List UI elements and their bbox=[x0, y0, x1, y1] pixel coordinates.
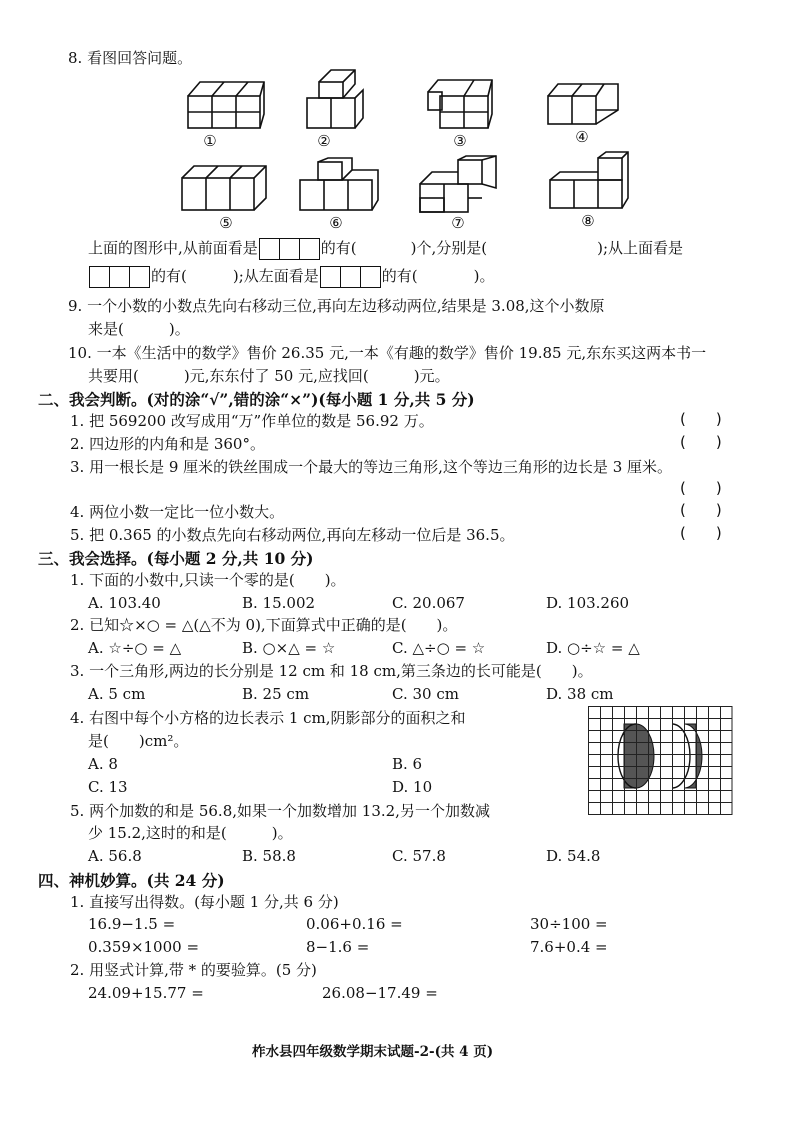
choice-q3-stem: 3. 一个三角形,两边的长分别是 12 cm 和 18 cm,第三条边的长可能是( )。 bbox=[70, 662, 593, 680]
q8-line2-b: );从左面看是 bbox=[232, 267, 319, 285]
choice-q1-stem: 1. 下面的小数中,只读一个零的是( )。 bbox=[70, 571, 346, 589]
calc-item: 30÷100 = bbox=[530, 915, 608, 933]
calc-item: 16.9−1.5 = bbox=[88, 915, 176, 933]
choice-q5-stem-1: 5. 两个加数的和是 56.8,如果一个加数增加 13.2,另一个加数减 bbox=[70, 802, 490, 820]
judge-answer-4[interactable]: ( ) bbox=[680, 501, 722, 519]
shaded-grid-figure bbox=[588, 706, 734, 824]
calc-q2-title: 2. 用竖式计算,带 * 的要验算。(5 分) bbox=[70, 961, 317, 979]
three-square-shape-icon bbox=[259, 238, 320, 260]
choice-q4-option-b[interactable]: B. 6 bbox=[392, 755, 423, 773]
choice-q4-stem-2: 是( )cm²。 bbox=[88, 732, 189, 750]
choice-q3-option-c[interactable]: C. 30 cm bbox=[392, 685, 459, 703]
figure-7-cubes bbox=[418, 154, 500, 216]
choice-q5-option-b[interactable]: B. 58.8 bbox=[242, 847, 296, 865]
choice-q3-option-d[interactable]: D. 38 cm bbox=[546, 685, 614, 703]
figure-label-7: ⑦ bbox=[451, 214, 465, 232]
page-footer: 柞水县四年级数学期末试题-2-(共 4 页) bbox=[252, 1044, 494, 1060]
judge-answer-2[interactable]: ( ) bbox=[680, 433, 722, 451]
q8-line2-a: 的有( bbox=[151, 267, 187, 285]
q8-line2-d: )。 bbox=[473, 267, 495, 285]
section-2-title: 二、我会判断。(对的涂“√”,错的涂“×”)(每小题 1 分,共 5 分) bbox=[38, 390, 475, 409]
judge-answer-1[interactable]: ( ) bbox=[680, 410, 722, 428]
figure-label-3: ③ bbox=[453, 132, 467, 150]
choice-q1-option-b[interactable]: B. 15.002 bbox=[242, 594, 316, 612]
q10-line-2: 共要用( )元,东东付了 50 元,应找回( )元。 bbox=[88, 367, 450, 385]
choice-q2-option-d[interactable]: D. ○÷☆ = △ bbox=[546, 639, 640, 657]
judge-item-1: 1. 把 569200 改写成用“万”作单位的数是 56.92 万。 bbox=[70, 412, 434, 430]
judge-item-5: 5. 把 0.365 的小数点先向右移动两位,再向左移动一位后是 36.5。 bbox=[70, 526, 515, 544]
figure-3-cubes bbox=[426, 74, 496, 132]
choice-q4-stem-1: 4. 右图中每个小方格的边长表示 1 cm,阴影部分的面积之和 bbox=[70, 709, 466, 727]
choice-q4-option-d[interactable]: D. 10 bbox=[392, 778, 433, 796]
section-3-title: 三、我会选择。(每小题 2 分,共 10 分) bbox=[38, 549, 314, 568]
figure-8-cubes bbox=[548, 150, 632, 212]
section-4-title: 四、神机妙算。(共 24 分) bbox=[38, 871, 225, 890]
figure-label-5: ⑤ bbox=[219, 214, 233, 232]
figure-label-4: ④ bbox=[575, 128, 589, 146]
judge-item-3: 3. 用一根长是 9 厘米的铁丝围成一个最大的等边三角形,这个等边三角形的边长是 3 厘米。 bbox=[70, 458, 673, 476]
choice-q2-option-b[interactable]: B. ○×△ = ☆ bbox=[242, 639, 336, 657]
judge-answer-3[interactable]: ( ) bbox=[680, 479, 722, 497]
q8-line2-c: 的有( bbox=[381, 267, 418, 285]
figure-4-cubes bbox=[546, 80, 622, 128]
calc-q1-title: 1. 直接写出得数。(每小题 1 分,共 6 分) bbox=[70, 893, 339, 911]
q8-title: 8. 看图回答问题。 bbox=[68, 49, 193, 67]
judge-answer-5[interactable]: ( ) bbox=[680, 524, 722, 542]
judge-item-4: 4. 两位小数一定比一位小数大。 bbox=[70, 503, 285, 521]
calc-item: 8−1.6 = bbox=[306, 938, 370, 956]
three-square-shape-icon bbox=[89, 266, 150, 288]
figure-label-2: ② bbox=[317, 132, 331, 150]
choice-q5-stem-2: 少 15.2,这时的和是( )。 bbox=[88, 824, 293, 842]
choice-q2-stem: 2. 已知☆×○ = △(△不为 0),下面算式中正确的是( )。 bbox=[70, 616, 458, 634]
judge-item-2: 2. 四边形的内角和是 360°。 bbox=[70, 435, 265, 453]
choice-q5-option-a[interactable]: A. 56.8 bbox=[88, 847, 142, 865]
figure-label-6: ⑥ bbox=[329, 214, 343, 232]
choice-q5-option-d[interactable]: D. 54.8 bbox=[546, 847, 601, 865]
q8-line-1 bbox=[88, 238, 683, 260]
choice-q5-option-c[interactable]: C. 57.8 bbox=[392, 847, 446, 865]
q8-line1-a: 上面的图形中,从前面看是 bbox=[88, 239, 258, 257]
choice-q4-option-c[interactable]: C. 13 bbox=[88, 778, 128, 796]
q8-line1-b: 的有( bbox=[320, 239, 357, 257]
calc-item: 26.08−17.49 = bbox=[322, 984, 438, 1002]
figure-label-1: ① bbox=[203, 132, 217, 150]
choice-q3-option-b[interactable]: B. 25 cm bbox=[242, 685, 310, 703]
choice-q3-option-a[interactable]: A. 5 cm bbox=[88, 685, 146, 703]
figure-6-cubes bbox=[298, 156, 380, 214]
choice-q4-option-a[interactable]: A. 8 bbox=[88, 755, 118, 773]
choice-q2-option-a[interactable]: A. ☆÷○ = △ bbox=[88, 639, 182, 657]
q9-line-1: 9. 一个小数的小数点先向右移动三位,再向左边移动两位,结果是 3.08,这个小数原 bbox=[68, 297, 605, 315]
choice-q1-option-d[interactable]: D. 103.260 bbox=[546, 594, 630, 612]
q10-line-1: 10. 一本《生活中的数学》售价 26.35 元,一本《有趣的数学》售价 19.85 元,东东买这两本书一 bbox=[68, 344, 707, 362]
q9-line-2: 来是( )。 bbox=[88, 320, 190, 338]
calc-item: 0.359×1000 = bbox=[88, 938, 200, 956]
figure-5-cubes bbox=[180, 162, 270, 214]
calc-item: 0.06+0.16 = bbox=[306, 915, 403, 933]
choice-q2-option-c[interactable]: C. △÷○ = ☆ bbox=[392, 639, 486, 657]
calc-item: 7.6+0.4 = bbox=[530, 938, 608, 956]
q8-line1-c: )个,分别是( bbox=[410, 239, 488, 257]
choice-q1-option-a[interactable]: A. 103.40 bbox=[88, 594, 161, 612]
figure-1-cubes bbox=[186, 74, 266, 132]
figure-label-8: ⑧ bbox=[581, 212, 595, 230]
three-square-shape-icon bbox=[320, 266, 381, 288]
q8-line1-d: );从上面看是 bbox=[597, 239, 684, 257]
q8-line-2 bbox=[88, 266, 495, 288]
calc-item: 24.09+15.77 = bbox=[88, 984, 204, 1002]
choice-q1-option-c[interactable]: C. 20.067 bbox=[392, 594, 465, 612]
figure-2-cubes bbox=[305, 68, 367, 132]
